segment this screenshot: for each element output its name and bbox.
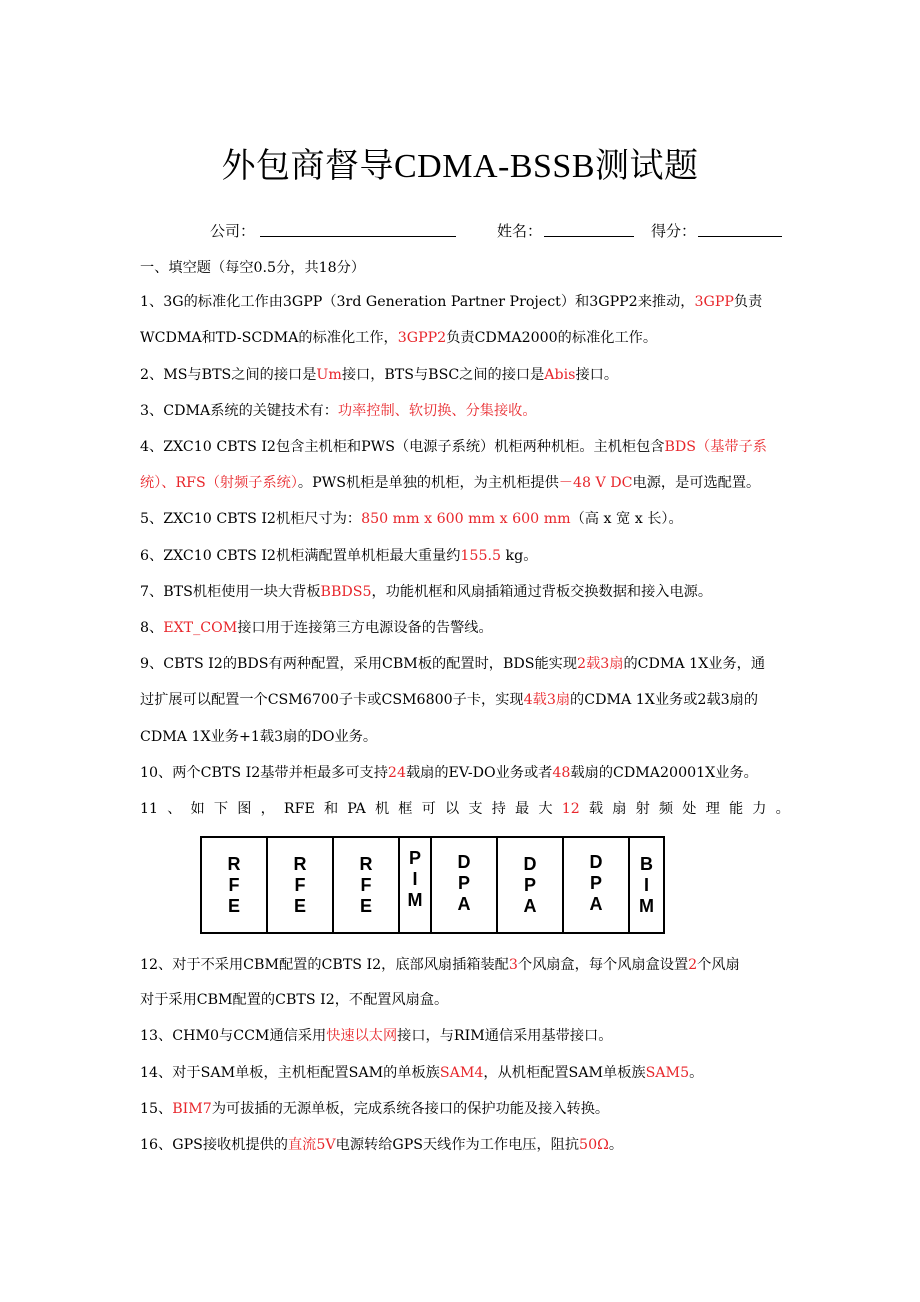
question-12-line-2 (140, 990, 790, 1010)
q7-answer-backplane: BBDS5 (320, 584, 372, 600)
q11-char: 、 (167, 801, 182, 817)
q2-text-e: 接口。 (575, 367, 619, 383)
q4-text-a: 4、ZXC10 CBTS I2包含主机柜和PWS（电源子系统）机柜两种机柜。主机柜包含 (140, 439, 665, 455)
q4-answer-bds: BDS（基带子系 (664, 439, 767, 455)
bim-module: B I M (629, 837, 664, 933)
dpa-module-1: D P A (431, 837, 497, 933)
pim-module: P I M (399, 837, 431, 933)
question-3 (140, 401, 790, 421)
question-9-line-3 (140, 727, 790, 747)
question-9-line-2 (140, 690, 790, 710)
question-12-line-1 (140, 955, 790, 975)
q9-answer-2c3s: 2载3扇 (577, 656, 624, 672)
question-1-line-1 (140, 292, 790, 312)
cabinet-diagram-table (200, 836, 665, 934)
q11-char: 能 (728, 801, 744, 817)
q1-answer-3gpp2: 3GPP2 (397, 330, 447, 346)
q2-text-a: 2、MS与BTS之间的接口是 (140, 367, 317, 383)
q1-answer-3gpp: 3GPP (694, 294, 734, 310)
q6-text-c: kg。 (501, 548, 538, 564)
q11-char: ， (260, 801, 275, 817)
q11-char: 大 (538, 801, 553, 817)
q11-char: 和 (323, 801, 339, 817)
q14-answer-sam5: SAM5 (645, 1065, 690, 1081)
q7-text-c: ，功能机框和风扇插箱通过背板交换数据和接入电源。 (371, 584, 713, 600)
q9-text-c: 的CDMA 1X业务，通 (623, 656, 766, 672)
question-13 (140, 1026, 790, 1046)
q16-text-a: 16、GPS接收机提供的 (140, 1137, 288, 1153)
q6-text-a: 6、ZXC10 CBTS I2机柜满配置单机柜最大重量约 (140, 548, 461, 564)
q14-answer-sam4: SAM4 (439, 1065, 484, 1081)
question-15 (140, 1099, 790, 1119)
company-label: 公司： (210, 222, 256, 240)
question-2 (140, 365, 790, 385)
score-blank[interactable] (698, 236, 782, 237)
q1-text-d: WCDMA和TD-SCDMA的标准化工作， (140, 330, 398, 346)
q11-char: 支 (468, 801, 483, 817)
question-8 (140, 618, 790, 638)
name-label: 姓名： (497, 222, 543, 240)
question-7 (140, 582, 790, 602)
q4-text-d: 。PWS机柜是单独的机柜，为主机柜提供 (297, 475, 559, 491)
q11-char: 机 (374, 801, 390, 817)
name-blank[interactable] (544, 236, 634, 237)
q2-answer-abis: Abis (544, 367, 576, 383)
q8-answer-interface: EXT_COM (163, 620, 238, 636)
q14-text-e: 。 (689, 1065, 704, 1081)
dpa-module-2: D P A (497, 837, 563, 933)
q11-char: 载 (588, 801, 604, 817)
q11-answer-12: 12 (561, 801, 580, 817)
exam-header (210, 218, 790, 242)
cabinet-diagram (200, 836, 665, 934)
q10-answer-evdo: 24 (387, 765, 406, 781)
question-11 (140, 799, 790, 819)
q3-text-a: 3、CDMA系统的关键技术有： (140, 403, 338, 419)
page-title: 外包商督导CDMA-BSSB测试题 (221, 148, 699, 185)
q13-text-a: 13、CHM0与CCM通信采用 (140, 1028, 327, 1044)
dpa-module-3: D P A (563, 837, 629, 933)
rfe-module-2: R F E (267, 837, 333, 933)
q11-char: 框 (398, 801, 413, 817)
section-heading: 一、填空题（每空0.5分，共18分） (140, 260, 366, 276)
q8-text-c: 接口用于连接第三方电源设备的告警线。 (237, 620, 493, 636)
q11-char: 频 (658, 801, 674, 817)
q11-char: PA (347, 801, 366, 817)
q15-answer-bim7: BIM7 (172, 1101, 212, 1117)
question-6 (140, 546, 790, 566)
question-4-line-1 (140, 437, 790, 457)
q11-char: 以 (444, 801, 460, 817)
q14-text-a: 14、对于SAM单板，主机柜配置SAM的单板族 (140, 1065, 440, 1081)
q9-answer-4c3s: 4载3扇 (523, 692, 571, 708)
score-label: 得分： (651, 222, 697, 240)
q10-answer-1x: 48 (552, 765, 571, 781)
q7-text-a: 7、BTS机柜使用一块大背板 (140, 584, 321, 600)
q9-text-f: 的CDMA 1X业务或2载3扇的 (570, 692, 759, 708)
q11-char: 扇 (612, 801, 627, 817)
q12-text-e: 个风扇 (697, 957, 740, 973)
q9-text-d: 过扩展可以配置一个CSM6700子卡或CSM6800子卡，实现 (140, 692, 524, 708)
question-14 (140, 1063, 790, 1083)
q5-answer-size: 850 mm x 600 mm x 600 mm (361, 511, 571, 527)
q12-text-a: 12、对于不采用CBM配置的CBTS I2，底部风扇插箱装配 (140, 957, 509, 973)
question-16 (140, 1135, 790, 1155)
q1-text-a: 1、3G的标准化工作由3GPP（3rd Generation Partner Project）和3GPP2来推动， (140, 294, 695, 310)
question-4-line-2 (140, 473, 790, 493)
q2-answer-um: Um (316, 367, 342, 383)
rfe-module-3: R F E (333, 837, 399, 933)
company-blank[interactable] (260, 236, 456, 237)
q5-text-a: 5、ZXC10 CBTS I2机柜尺寸为： (140, 511, 362, 527)
q10-text-c: 载扇的EV-DO业务或者 (405, 765, 553, 781)
q4-text-f: 电源，是可选配置。 (632, 475, 761, 491)
q12-answer-3: 3 (508, 957, 518, 973)
q11-char: 持 (491, 801, 506, 817)
q6-answer-weight: 155.5 (460, 548, 502, 564)
q15-text-a: 15、 (140, 1101, 173, 1117)
question-10 (140, 763, 790, 783)
q15-text-c: 为可拔插的无源单板，完成系统各接口的保护功能及接入转换。 (211, 1101, 610, 1117)
q4-answer-voltage: －48 V DC (558, 475, 633, 491)
q10-text-e: 载扇的CDMA20001X业务。 (570, 765, 758, 781)
q11-char: RFE (283, 801, 315, 817)
question-9-line-1 (140, 654, 790, 674)
q9-text-g: CDMA 1X业务+1载3扇的DO业务。 (140, 729, 378, 745)
q9-text-a: 9、CBTS I2的BDS有两种配置，采用CBM板的配置时，BDS能实现 (140, 656, 578, 672)
q13-answer: 快速以太网 (326, 1028, 398, 1044)
q16-text-c: 电源转给GPS天线作为工作电压，阻抗 (335, 1137, 580, 1153)
q11-char: 。 (775, 801, 790, 817)
q11-char: 图 (237, 801, 252, 817)
q3-answer: 功率控制、软切换、分集接收。 (337, 403, 537, 419)
question-1-line-2 (140, 328, 790, 348)
q11-char: 如 (190, 801, 205, 817)
q16-text-e: 。 (608, 1137, 624, 1153)
q16-answer-dc5v: 直流5V (287, 1137, 336, 1153)
q12-answer-2: 2 (688, 957, 698, 973)
q11-char: 射 (635, 801, 650, 817)
q4-answer-rfs: 统）、RFS（射频子系统） (140, 475, 298, 491)
q11-char: 可 (421, 801, 436, 817)
q11-char: 最 (515, 801, 530, 817)
q12-text-f: 对于采用CBM配置的CBTS I2，不配置风扇盒。 (140, 992, 449, 1008)
q13-text-c: 接口，与RIM通信采用基带接口。 (397, 1028, 613, 1044)
q11-char: 力 (752, 801, 767, 817)
q11-char: 11 (140, 801, 159, 817)
q14-text-c: ，从机柜配置SAM单板族 (483, 1065, 646, 1081)
q1-text-f: 负责CDMA2000的标准化工作。 (446, 330, 658, 346)
q8-text-a: 8、 (140, 620, 164, 636)
q10-text-a: 10、两个CBTS I2基带并柜最多可支持 (140, 765, 388, 781)
q16-answer-50ohm: 50Ω (579, 1137, 609, 1153)
q12-text-c: 个风扇盒，每个风扇盒设置 (517, 957, 689, 973)
q1-text-c: 负责 (733, 294, 763, 310)
q2-text-c: 接口，BTS与BSC之间的接口是 (341, 367, 545, 383)
rfe-module-1: R F E (201, 837, 267, 933)
q11-char: 下 (213, 801, 229, 817)
question-5 (140, 509, 790, 529)
q11-char: 理 (705, 801, 720, 817)
q11-char: 处 (682, 801, 697, 817)
q5-text-c: （高 x 宽 x 长）。 (570, 511, 683, 527)
